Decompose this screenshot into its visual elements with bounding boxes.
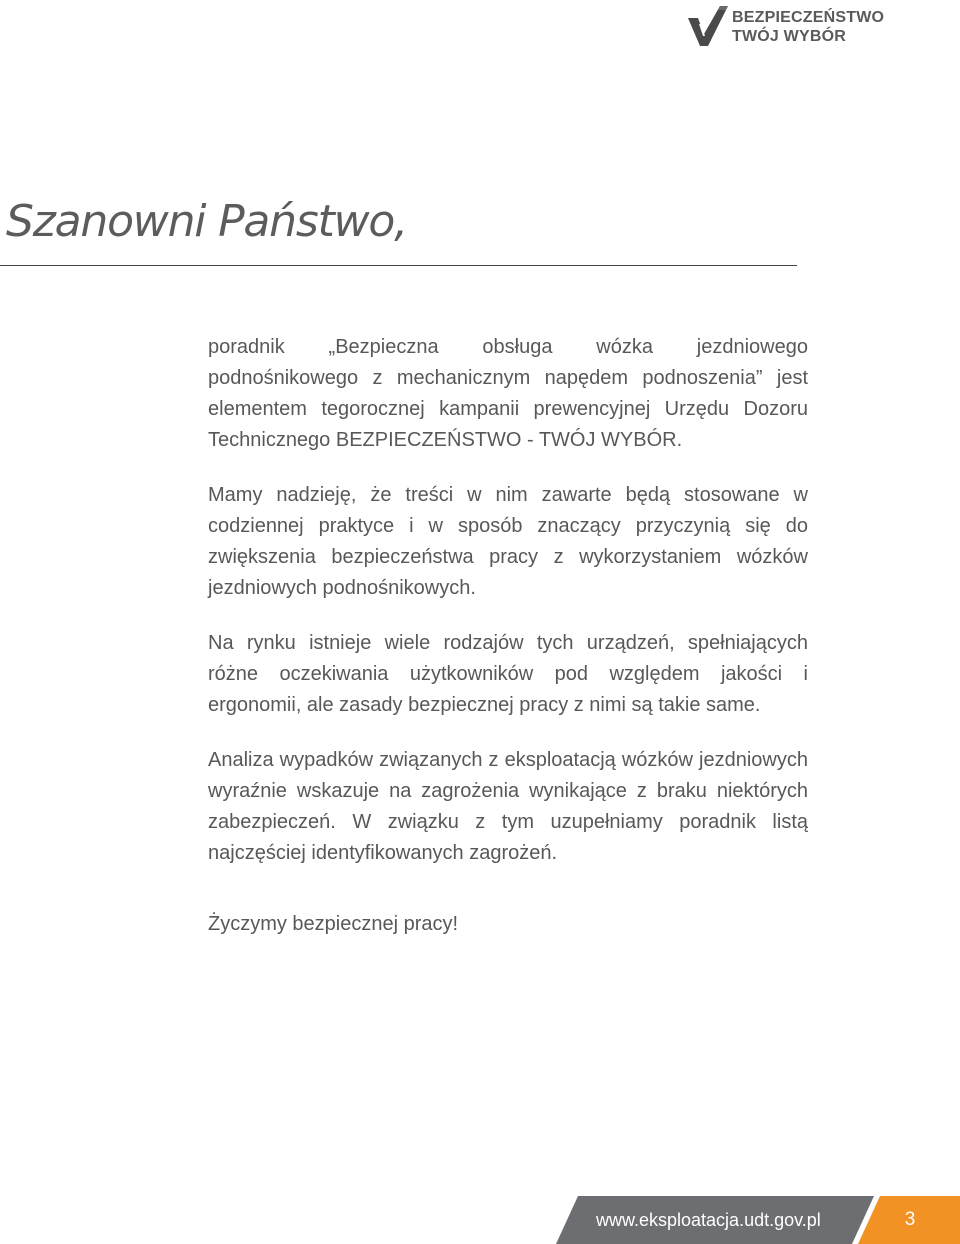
paragraph-hope: Mamy nadzieję, że treści w nim zawarte będą stosowane w codziennej praktyce i w sposób znaczący przyczynią się do zwiększenia bezpieczeństwa pracy z wykorzystaniem wózków jezdniowych podnośnikowych. [208,484,808,599]
header-logo[interactable] [686,4,956,48]
footer-website-link[interactable]: www.eksploatacja.udt.gov.pl [596,1210,821,1230]
paragraph-analysis: Analiza wypadków związanych z eksploatacją wózków jezdniowych wyraźnie wskazuje na zagrożenia wynikające z braku niektórych zabezpieczeń. W związku z tym uzupełniamy poradnik listą najczęściej identyfikowanych zagrożeń. [208,749,808,864]
letter-body [208,332,808,940]
logo-wordmark [732,8,884,46]
title-divider [0,265,797,266]
footer-bar [556,1196,960,1244]
page-number: 3 [904,1209,916,1230]
page-title: Szanowni Państwo, [6,196,407,247]
logo-line-1: BEZPIECZEŃSTWO [732,9,885,26]
logo-line-2: TWÓJ WYBÓR [732,28,846,45]
closing-wish: Życzymy bezpiecznej pracy! [208,913,459,935]
paragraph-intro: poradnik „Bezpieczna obsługa wózka jezdniowego podnośnikowego z mechanicznym napędem podnoszenia” jest elementem tegorocznej kampanii prewencyjnej Urzędu Dozoru Technicznego BEZPIECZEŃSTWO - TWÓJ WYBÓR. [208,336,808,451]
paragraph-market: Na rynku istnieje wiele rodzajów tych urządzeń, spełniających różne oczekiwania użytkowników pod względem jakości i ergonomii, ale zasady bezpiecznej pracy z nimi są takie same. [208,632,808,716]
checkmark-logo-icon [686,4,730,48]
